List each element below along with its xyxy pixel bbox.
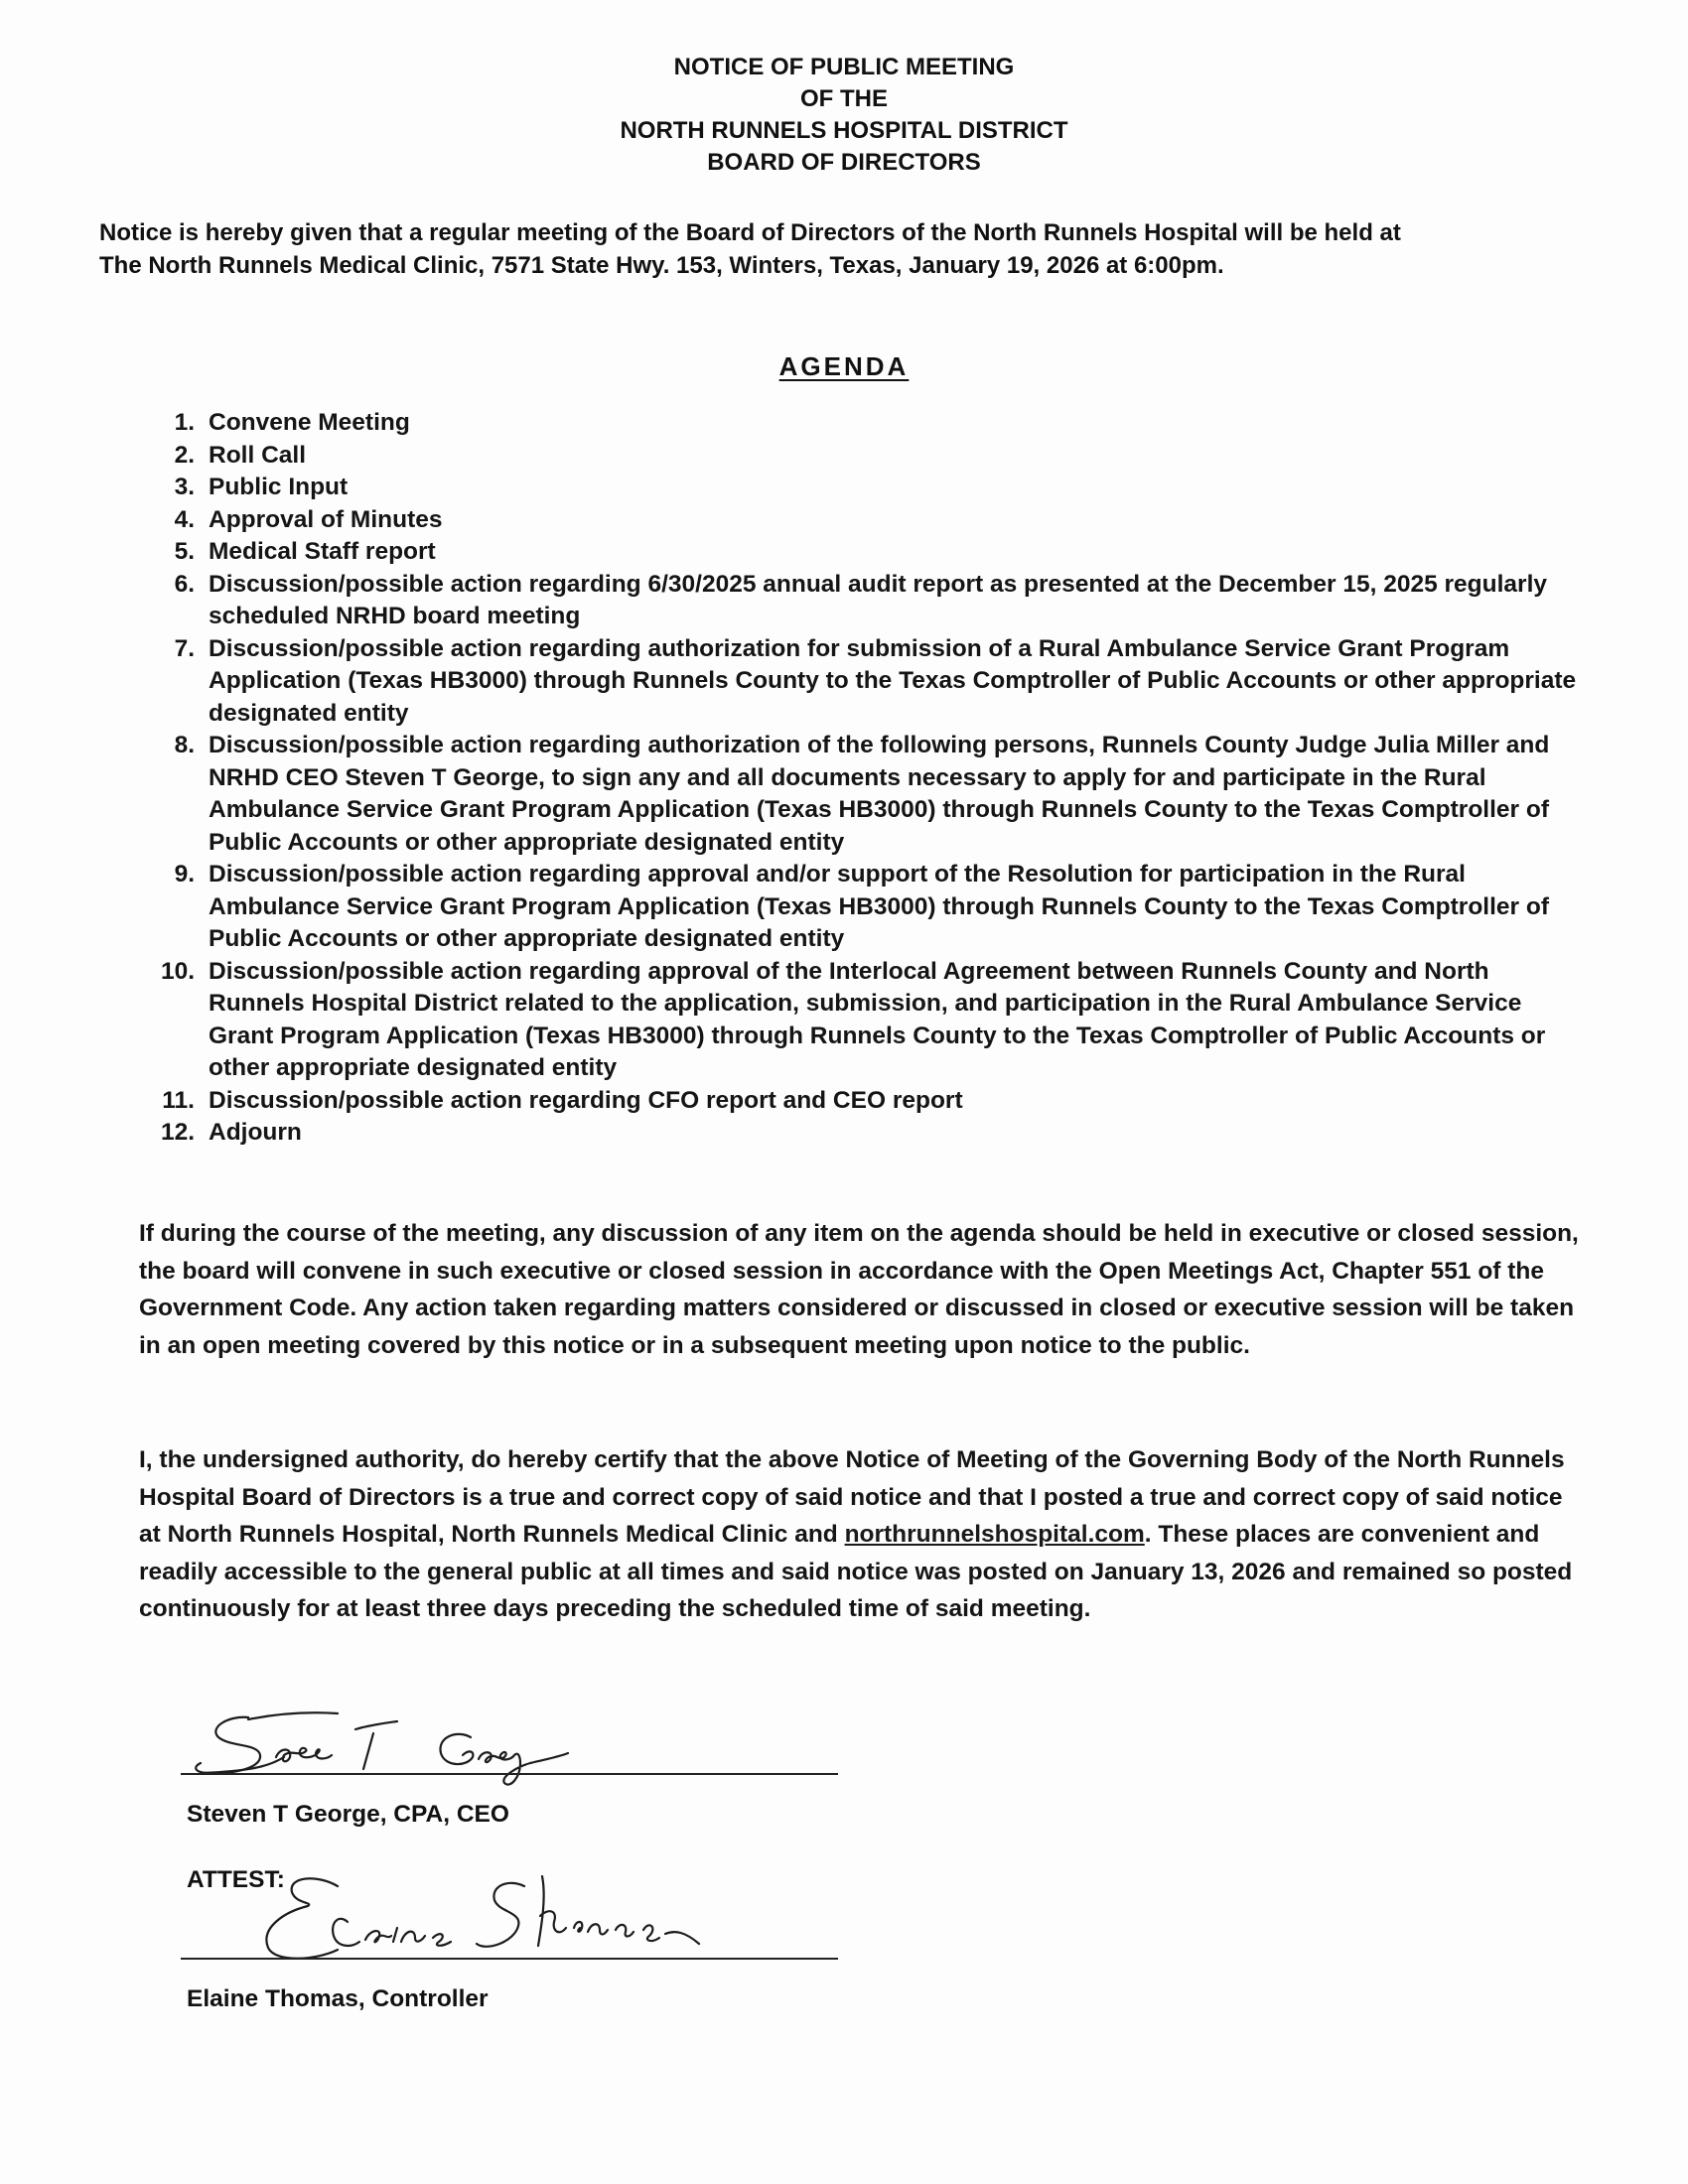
header-line-3: NORTH RUNNELS HOSPITAL DISTRICT: [620, 117, 1068, 144]
website-link[interactable]: northrunnelshospital.com: [844, 1521, 1145, 1548]
agenda-item-text: Convene Meeting: [209, 409, 410, 436]
agenda-item: [139, 536, 1589, 569]
notice-line-1: Notice is hereby given that a regular meeting of the Board of Directors of the North Runnels Hospital will be held at: [99, 219, 1401, 246]
agenda-item-text: Discussion/possible action regarding authorization of the following persons, Runnels County Judge Julia Miller and NRHD CEO Steven T George, to sign any and all documents necessary to apply for and participate in the Rural Ambulance Service Grant Program Application (Texas HB3000) through Runnels County to the Texas Comptroller of Public Accounts or other appropriate designated entity: [209, 732, 1550, 856]
agenda-item: [139, 407, 1589, 440]
certification-paragraph: [139, 1441, 1589, 1628]
meeting-notice: [99, 216, 1609, 282]
notice-line-2: The North Runnels Medical Clinic, 7571 State Hwy. 153, Winters, Texas, January 19, 2026 at 6:00pm.: [99, 252, 1224, 279]
agenda-item: [139, 504, 1589, 537]
agenda-item-number: 1.: [174, 409, 195, 436]
agenda-item-text: Discussion/possible action regarding approval and/or support of the Resolution for participation in the Rural Ambulance Service Grant Program Application (Texas HB3000) through Runnels County to the Texas Comptroller of Public Accounts or other appropriate designated entity: [209, 861, 1550, 952]
agenda-item-number: 7.: [174, 634, 195, 662]
agenda-item-text: Public Input: [209, 474, 349, 500]
agenda-item-number: 6.: [174, 570, 195, 598]
agenda-item-text: Discussion/possible action regarding authorization for submission of a Rural Ambulance Service Grant Program Application (Texas HB3000) through Runnels County to the Texas Comptroller of Public Accounts or other appropriate designated entity: [209, 634, 1577, 727]
agenda-item-text: Discussion/possible action regarding approval of the Interlocal Agreement between Runnels County and North Runnels Hospital District related to the application, submission, and participation in the Rural Ambulance Service Grant Program Application (Texas HB3000) through Runnels County to the Texas Comptroller of Public Accounts or other appropriate designated entity: [209, 957, 1546, 1081]
agenda-item: [139, 956, 1589, 1085]
controller-name: Elaine Thomas, Controller: [187, 1985, 489, 2012]
certification-text-start: I, the undersigned authority, do hereby certify that the above Notice of Meeting of the Governing Body of the North Runnels Hospital Board of Directors is a true and correct copy of said notice and that I posted a true and correct copy of said notice at North Runnels Hospital, North Runnels Medical Clinic and: [139, 1446, 1565, 1548]
agenda-item: [139, 569, 1589, 633]
agenda-item-text: Approval of Minutes: [209, 505, 443, 533]
executive-session-paragraph: If during the course of the meeting, any discussion of any item on the agenda should be held in executive or closed session, the board will convene in such executive or closed session in accordance with the Open Meetings Act, Chapter 551 of the Government Code. Any action taken regarding matters considered or discussed in closed or executive session will be taken in an open meeting covered by this notice or in a subsequent meeting upon notice to the public.: [139, 1220, 1579, 1359]
header-line-1: NOTICE OF PUBLIC MEETING: [673, 54, 1015, 80]
controller-signature-line: [181, 1958, 838, 1960]
agenda-item-number: 8.: [174, 732, 195, 758]
ceo-signature-line: [181, 1773, 838, 1775]
agenda-item: [139, 1117, 1589, 1150]
ceo-signature: [189, 1678, 655, 1807]
agenda-item-number: 11.: [162, 1086, 195, 1114]
agenda-item-number: 3.: [174, 474, 195, 500]
agenda-item-number: 9.: [174, 861, 195, 887]
agenda-title: AGENDA: [778, 351, 910, 381]
agenda-item-number: 5.: [174, 538, 195, 565]
agenda-item-text: Adjourn: [209, 1119, 302, 1146]
agenda-item-number: 12.: [160, 1119, 195, 1146]
header-line-4: BOARD OF DIRECTORS: [707, 149, 981, 176]
agenda-list: [139, 407, 1589, 1150]
agenda-item-text: Roll Call: [209, 441, 307, 469]
agenda-item: [139, 730, 1589, 859]
agenda-item-number: 10.: [160, 957, 195, 985]
agenda-item: [139, 859, 1589, 956]
agenda-item: [139, 1085, 1589, 1118]
agenda-item: [139, 472, 1589, 504]
agenda-item: [139, 440, 1589, 473]
agenda-item-text: Medical Staff report: [209, 538, 436, 565]
agenda-item-text: Discussion/possible action regarding 6/30/2025 annual audit report as presented at the December 15, 2025 regularly scheduled NRHD board meeting: [209, 570, 1548, 629]
attest-label: ATTEST:: [187, 1866, 285, 1893]
document-header: [0, 52, 1688, 179]
agenda-item-number: 2.: [174, 441, 195, 469]
ceo-name: Steven T George, CPA, CEO: [187, 1801, 509, 1828]
agenda-item-number: 4.: [174, 505, 195, 533]
header-line-2: OF THE: [800, 85, 888, 112]
certification-text-end: . These places are convenient and readily accessible to the general public at all times and said notice was posted on January 13, 2026 and remained so posted continuously for at least three days preceding the scheduled time of said meeting.: [139, 1521, 1573, 1622]
agenda-item: [139, 633, 1589, 731]
agenda-item-text: Discussion/possible action regarding CFO report and CEO report: [209, 1086, 963, 1114]
